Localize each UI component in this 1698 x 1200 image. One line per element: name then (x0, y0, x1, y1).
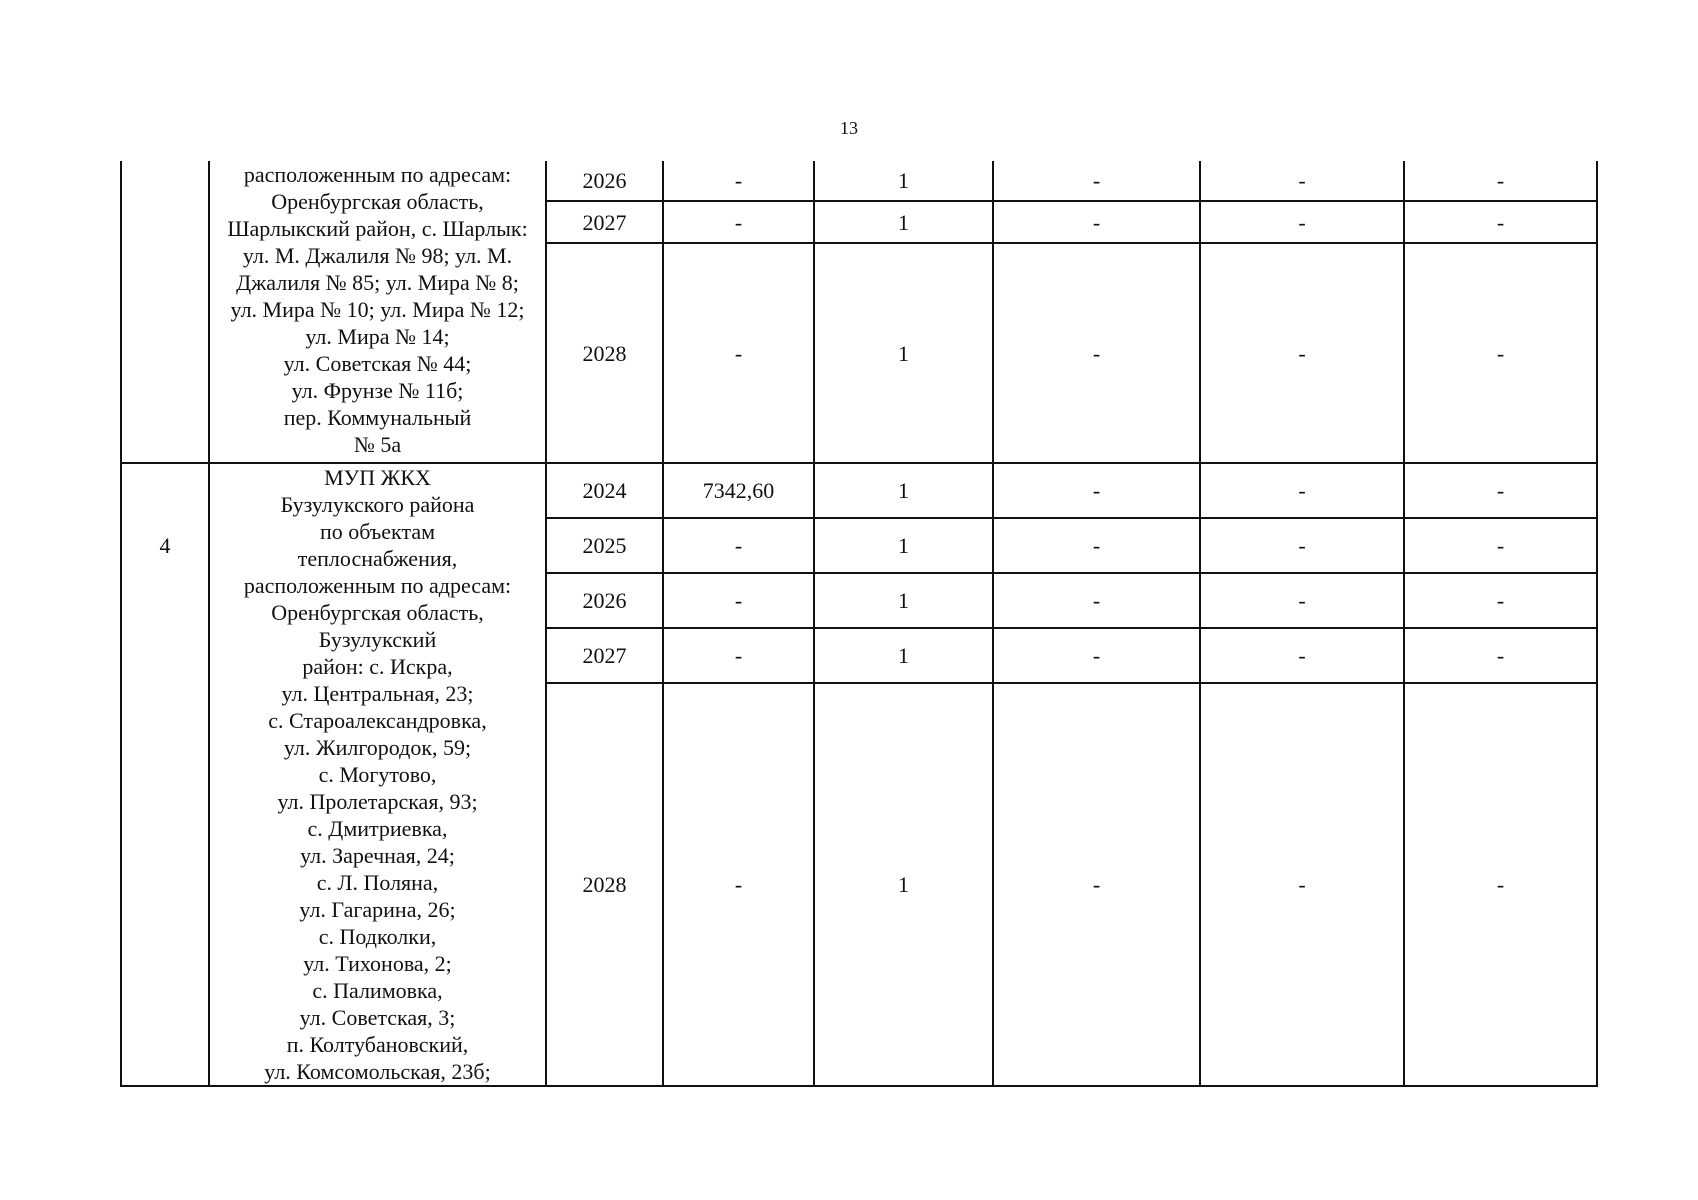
value-cell: - (1200, 518, 1404, 573)
value-cell: - (663, 518, 814, 573)
value-cell: 1 (814, 201, 993, 243)
value-cell: - (1200, 463, 1404, 518)
value-cell: 1 (814, 463, 993, 518)
value-cell: 1 (814, 243, 993, 463)
data-table (120, 161, 1598, 1087)
value-cell: - (1404, 201, 1597, 243)
value-cell: - (1200, 161, 1404, 201)
value-cell: - (1200, 683, 1404, 1086)
value-cell: - (1200, 243, 1404, 463)
value-cell: - (663, 683, 814, 1086)
value-cell: - (993, 463, 1200, 518)
value-cell: - (993, 518, 1200, 573)
value-cell: 1 (814, 518, 993, 573)
value-cell: - (1200, 201, 1404, 243)
value-cell: - (1404, 628, 1597, 683)
value-cell: 1 (814, 573, 993, 628)
value-cell: - (663, 628, 814, 683)
table-row (121, 463, 1597, 518)
value-cell: 1 (814, 161, 993, 201)
value-cell: - (1404, 683, 1597, 1086)
address-cell: МУП ЖКХ Бузулукского района по объектам теплоснабжения, расположенным по адресам: Оренбургская область, Бузулукский район: с. Искра, ул. Центральная, 23; с. Староалександровка, ул. Жилгородок, 59; с. Могутово, ул. Пролетарская, 93; с. Дмитриевка, ул. Заречная, 24; с. Л. Поляна, ул. Гагарина, 26; с. Подколки, ул. Тихонова, 2; с. Палимовка, ул. Советская, 3; п. Колтубановский, ул. Комсомольская, 23б; (209, 463, 546, 1086)
year-cell: 2025 (546, 518, 663, 573)
year-cell: 2027 (546, 201, 663, 243)
value-cell: - (993, 243, 1200, 463)
year-cell: 2028 (546, 243, 663, 463)
value-cell: - (1200, 628, 1404, 683)
value-cell: - (993, 573, 1200, 628)
value-cell: - (663, 573, 814, 628)
value-cell: - (1404, 161, 1597, 201)
page-number: 13 (840, 118, 858, 138)
value-cell: - (1404, 243, 1597, 463)
year-cell: 2028 (546, 683, 663, 1086)
value-cell: - (1404, 573, 1597, 628)
row-number-cell: 4 (121, 463, 209, 1086)
value-cell: - (993, 161, 1200, 201)
value-cell: - (663, 201, 814, 243)
value-cell: 7342,60 (663, 463, 814, 518)
value-cell: - (1200, 573, 1404, 628)
value-cell: 1 (814, 628, 993, 683)
value-cell: - (663, 161, 814, 201)
value-cell: 1 (814, 683, 993, 1086)
value-cell: - (993, 201, 1200, 243)
value-cell: - (663, 243, 814, 463)
year-cell: 2026 (546, 573, 663, 628)
year-cell: 2026 (546, 161, 663, 201)
value-cell: - (1404, 463, 1597, 518)
year-cell: 2027 (546, 628, 663, 683)
table-row (121, 161, 1597, 201)
value-cell: - (1404, 518, 1597, 573)
value-cell: - (993, 628, 1200, 683)
row-number-cell (121, 161, 209, 463)
address-cell: расположенным по адресам: Оренбургская область, Шарлыкский район, с. Шарлык: ул. М. Джалиля № 98; ул. М. Джалиля № 85; ул. Мира № 8; ул. Мира № 10; ул. Мира № 12; ул. Мира № 14; ул. Советская № 44; ул. Фрунзе № 11б; пер. Коммунальный № 5а (209, 161, 546, 463)
year-cell: 2024 (546, 463, 663, 518)
value-cell: - (993, 683, 1200, 1086)
